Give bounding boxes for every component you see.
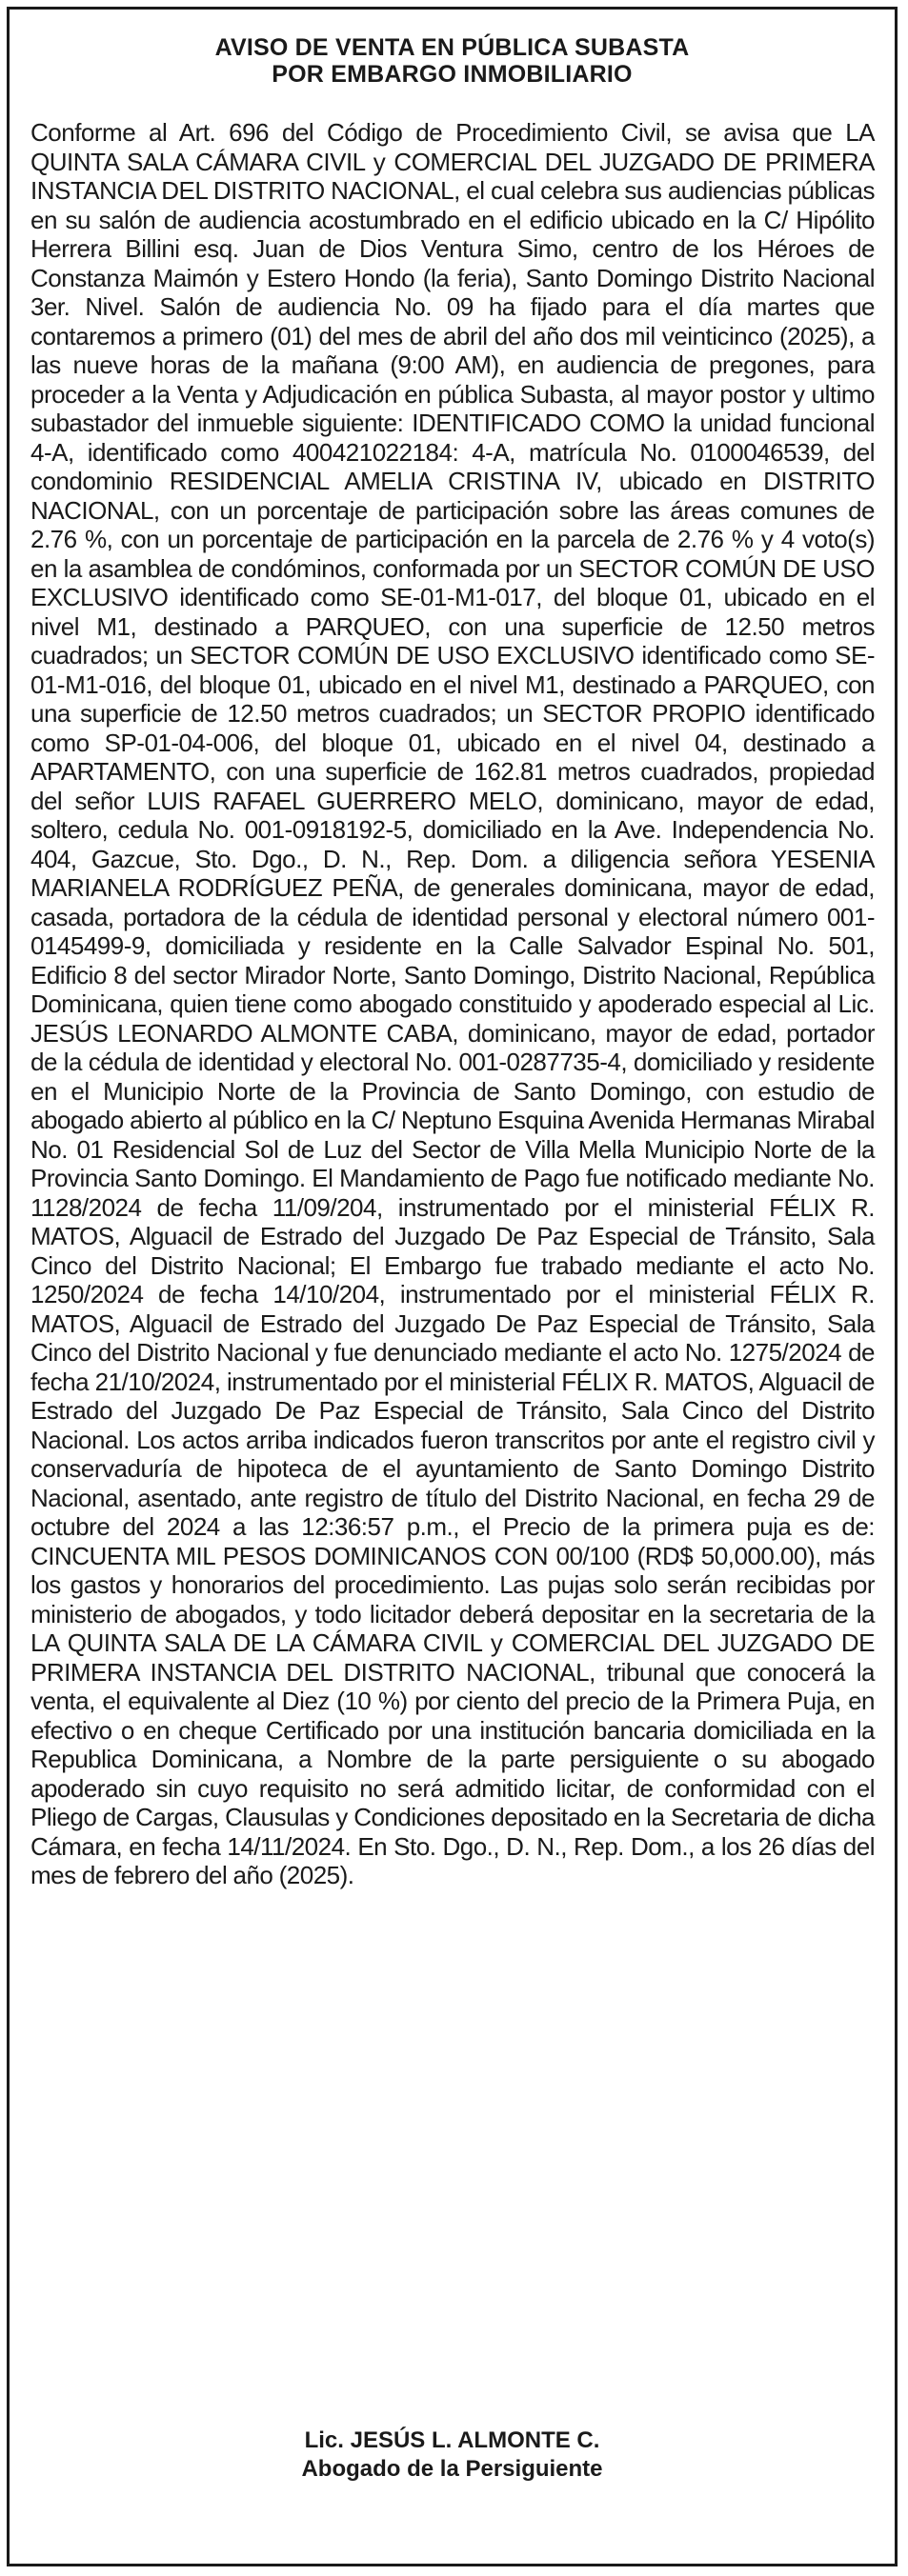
signature-block (10, 2426, 895, 2484)
notice-body: Conforme al Art. 696 del Código de Procedimiento Civil, se avisa que LA QUINTA SALA CÁMARA CIVIL y COMERCIAL DEL JUZGADO DE PRIMERA INSTANCIA DEL DISTRITO NACIONAL, el cual celebra sus audiencias públicas en su salón de audiencia acostumbrado en el edificio ubicado en la C/ Hipólito Herrera Billini esq. Juan de Dios Ventura Simo, centro de los Héroes de Constanza Maimón y Estero Hondo (la feria), Santo Domingo Distrito Nacional 3er. Nivel. Salón de audiencia No. 09 ha fijado para el día martes que contaremos a primero (01) del mes de abril del año dos mil veinticinco (2025), a las nueve horas de la mañana (9:00 AM), en audiencia de pregones, para proceder a la Venta y Adjudicación en pública Subasta, al mayor postor y ultimo subastador del inmueble siguiente: IDENTIFICADO COMO la unidad funcional 4-A, identificado como 400421022184: 4-A, matrícula No. 0100046539, del condominio RESIDENCIAL AMELIA CRISTINA IV, ubicado en DISTRITO NACIONAL, con un porcentaje de participación sobre las áreas comunes de 2.76 %, con un porcentaje de participación en la parcela de 2.76 % y 4 voto(s) en la asamblea de condóminos, conformada por un SECTOR COMÚN DE USO EXCLUSIVO identificado como SE-01-M1-017, del bloque 01, ubicado en el nivel M1, destinado a PARQUEO, con una superficie de 12.50 metros cuadrados; un SECTOR COMÚN DE USO EXCLUSIVO identificado como SE-01-M1-016, del bloque 01, ubicado en el nivel M1, destinado a PARQUEO, con una superficie de 12.50 metros cuadrados; un SECTOR PROPIO identificado como SP-01-04-006, del bloque 01, ubicado en el nivel 04, destinado a APARTAMENTO, con una superficie de 162.81 metros cuadrados, propiedad del señor LUIS RAFAEL GUERRERO MELO, dominicano, mayor de edad, soltero, cedula No. 001-0918192-5, domiciliado en la Ave. Independencia No. 404, Gazcue, Sto. Dgo., D. N., Rep. Dom. a diligencia señora YESENIA MARIANELA RODRÍGUEZ PEÑA, de generales dominicana, mayor de edad, casada, portadora de la cédula de identidad personal y electoral número 001-0145499-9, domiciliada y residente en la Calle Salvador Espinal No. 501, Edificio 8 del sector Mirador Norte, Santo Domingo, Distrito Nacional, República Dominicana, quien tiene como abogado constituido y apoderado especial al Lic. JESÚS LEONARDO ALMONTE CABA, dominicano, mayor de edad, portador de la cédula de identidad y electoral No. 001-0287735-4, domiciliado y residente en el Municipio Norte de la Provincia de Santo Domingo, con estudio de abogado abierto al público en la C/ Neptuno Esquina Avenida Hermanas Mirabal No. 01 Residencial Sol de Luz del Sector de Villa Mella Municipio Norte de la Provincia Santo Domingo. El Mandamiento de Pago fue notificado mediante No. 1128/2024 de fecha 11/09/204, instrumentado por el ministerial FÉLIX R. MATOS, Alguacil de Estrado del Juzgado De Paz Especial de Tránsito, Sala Cinco del Distrito Nacional; El Embargo fue trabado mediante el acto No. 1250/2024 de fecha 14/10/204, instrumentado por el ministerial FÉLIX R. MATOS, Alguacil de Estrado del Juzgado De Paz Especial de Tránsito, Sala Cinco del Distrito Nacional y fue denunciado mediante el acto No. 1275/2024 de fecha 21/10/2024, instrumentado por el ministerial FÉLIX R. MATOS, Alguacil de Estrado del Juzgado De Paz Especial de Tránsito, Sala Cinco del Distrito Nacional. Los actos arriba indicados fueron transcritos por ante el registro civil y conservaduría de hipoteca de el ayuntamiento de Santo Domingo Distrito Nacional, asentado, ante registro de título del Distrito Nacional, en fecha 29 de octubre del 2024 a las 12:36:57 p.m., el Precio de la primera puja es de: CINCUENTA MIL PESOS DOMINICANOS CON 00/100 (RD$ 50,000.00), más los gastos y honorarios del procedimiento. Las pujas solo serán recibidas por ministerio de abogados, y todo licitador deberá depositar en la secretaria de la LA QUINTA SALA DE LA CÁMARA CIVIL y COMERCIAL DEL JUZGADO DE PRIMERA INSTANCIA DEL DISTRITO NACIONAL, tribunal que conocerá la venta, el equivalente al Diez (10 %) por ciento del precio de la Primera Puja, en efectivo o en cheque Certificado por una institución bancaria domiciliada en la Republica Dominicana, a Nombre de la parte persiguiente o su abogado apoderado sin cuyo requisito no será admitido licitar, de conformidad con el Pliego de Cargas, Clausulas y Condiciones depositado en la Secretaria de dicha Cámara, en fecha 14/11/2024. En Sto. Dgo., D. N., Rep. Dom., a los 26 días del mes de febrero del año (2025). (30, 118, 875, 1889)
notice-title-line-1: AVISO DE VENTA EN PÚBLICA SUBASTA (214, 34, 690, 61)
signature-name: Lic. JESÚS L. ALMONTE C. (304, 2427, 600, 2453)
notice-title (10, 34, 895, 88)
signature-role: Abogado de la Persiguiente (301, 2456, 603, 2482)
notice-title-line-2: POR EMBARGO INMOBILIARIO (272, 61, 633, 88)
legal-notice (7, 7, 898, 2566)
